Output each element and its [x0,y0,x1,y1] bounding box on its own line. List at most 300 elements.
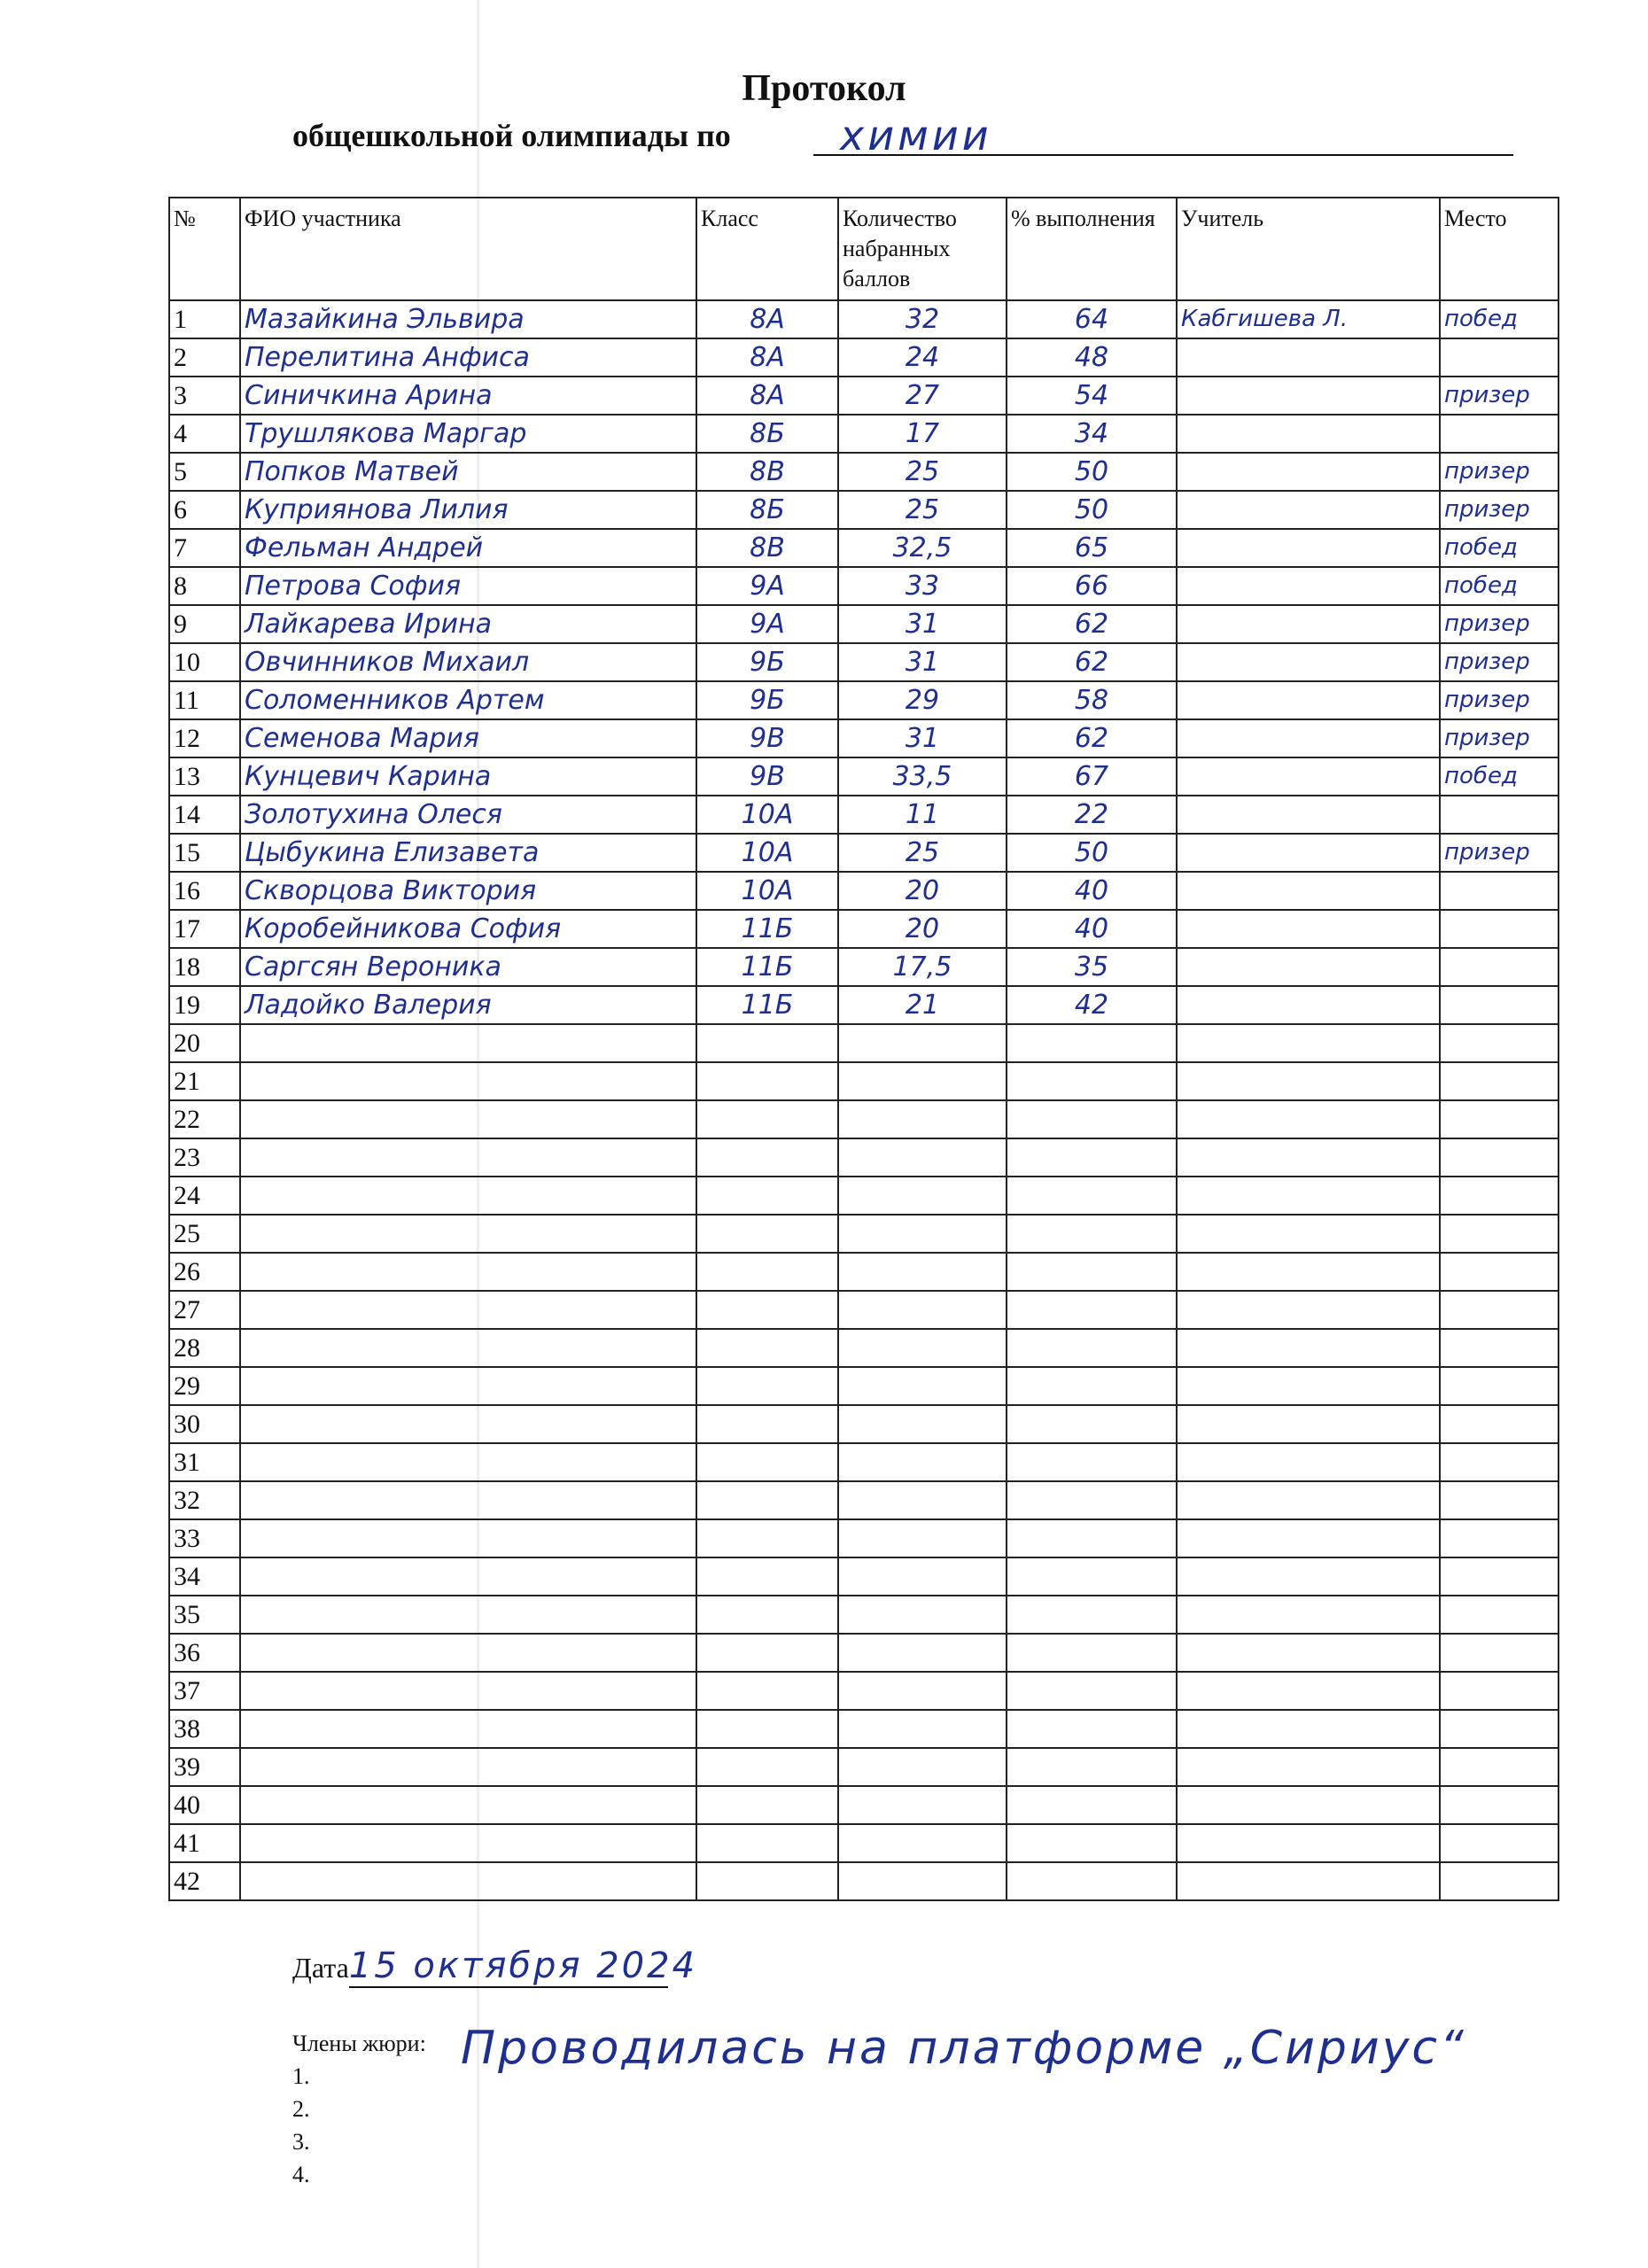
cell-name [240,1329,696,1367]
jury-label: Члены жюри: [292,2031,426,2056]
cell-place [1440,1215,1559,1253]
cell-name: Цыбукина Елизавета [240,834,696,872]
cell-number: 37 [169,1672,240,1710]
cell-name [240,1177,696,1215]
cell-percent [1007,1100,1177,1138]
cell-name [240,1100,696,1138]
cell-percent: 42 [1007,986,1177,1024]
table-row [169,1367,1559,1405]
cell-place [1440,1748,1559,1786]
cell-name [240,1786,696,1824]
cell-name [240,1634,696,1672]
cell-score: 25 [838,453,1007,491]
cell-class: 8А [696,338,838,377]
cell-place: побед [1440,567,1559,605]
cell-percent [1007,1672,1177,1710]
date-field [292,1946,698,1988]
cell-number: 13 [169,757,240,796]
cell-teacher [1177,453,1440,491]
cell-place [1440,1596,1559,1634]
cell-percent: 35 [1007,948,1177,986]
cell-class: 9А [696,605,838,643]
table-row [169,1862,1559,1900]
cell-name [240,1024,696,1062]
cell-place: призер [1440,719,1559,757]
cell-number: 6 [169,491,240,529]
cell-name: Семенова Мария [240,719,696,757]
cell-teacher [1177,1291,1440,1329]
cell-class [696,1291,838,1329]
cell-class [696,1062,838,1100]
cell-score [838,1253,1007,1291]
cell-place [1440,1291,1559,1329]
cell-class [696,1215,838,1253]
cell-class [696,1405,838,1443]
cell-number: 4 [169,415,240,453]
column-header-score: Количество набранных баллов [838,198,1007,300]
cell-class [696,1100,838,1138]
cell-place [1440,910,1559,948]
cell-name [240,1405,696,1443]
cell-score: 29 [838,681,1007,719]
cell-teacher [1177,757,1440,796]
cell-percent: 34 [1007,415,1177,453]
table-row [169,1824,1559,1862]
cell-teacher [1177,1824,1440,1862]
cell-name [240,1367,696,1405]
cell-percent [1007,1138,1177,1177]
table-row [169,834,1559,872]
cell-place: призер [1440,377,1559,415]
table-row [169,338,1559,377]
table-row [169,453,1559,491]
cell-number: 23 [169,1138,240,1177]
jury-number: 2. [292,2096,310,2122]
cell-class [696,1634,838,1672]
cell-teacher [1177,948,1440,986]
cell-class: 8Б [696,491,838,529]
table-row [169,986,1559,1024]
cell-percent [1007,1443,1177,1481]
cell-percent [1007,1024,1177,1062]
cell-teacher [1177,1557,1440,1596]
column-header-teacher: Учитель [1177,198,1440,300]
table-row [169,681,1559,719]
cell-place [1440,948,1559,986]
table-row [169,1138,1559,1177]
cell-teacher [1177,1062,1440,1100]
table-row [169,1481,1559,1519]
cell-name [240,1519,696,1557]
cell-name [240,1557,696,1596]
cell-score [838,1786,1007,1824]
cell-name: Овчинников Михаил [240,643,696,681]
cell-name: Трушлякова Маргар [240,415,696,453]
cell-percent [1007,1291,1177,1329]
cell-percent [1007,1862,1177,1900]
cell-percent: 50 [1007,834,1177,872]
cell-score [838,1748,1007,1786]
protocol-table [168,197,1559,1901]
cell-class [696,1672,838,1710]
cell-score [838,1329,1007,1367]
cell-place [1440,338,1559,377]
cell-place [1440,796,1559,834]
cell-percent [1007,1824,1177,1862]
cell-score [838,1824,1007,1862]
cell-teacher [1177,491,1440,529]
cell-class: 8Б [696,415,838,453]
cell-score: 17,5 [838,948,1007,986]
cell-percent [1007,1177,1177,1215]
cell-teacher [1177,1024,1440,1062]
cell-score [838,1596,1007,1634]
cell-place [1440,1786,1559,1824]
cell-percent [1007,1481,1177,1519]
cell-teacher [1177,567,1440,605]
date-value: 15 октября 2024 [348,1946,698,1986]
document-subtitle: общешкольной олимпиады по [292,118,731,153]
cell-number: 36 [169,1634,240,1672]
cell-place [1440,1405,1559,1443]
cell-number: 1 [169,300,240,338]
cell-name [240,1824,696,1862]
cell-teacher: Кабгишева Л. [1177,300,1440,338]
cell-score [838,1367,1007,1405]
cell-place [1440,1557,1559,1596]
cell-teacher [1177,796,1440,834]
column-header-number: № [169,198,240,300]
cell-score [838,1557,1007,1596]
table-header-row [169,198,1559,300]
cell-number: 31 [169,1443,240,1481]
cell-score: 21 [838,986,1007,1024]
jury-number: 4. [292,2162,310,2187]
cell-class [696,1748,838,1786]
cell-place [1440,1824,1559,1862]
table-row [169,719,1559,757]
cell-percent: 22 [1007,796,1177,834]
cell-class [696,1519,838,1557]
cell-score: 33,5 [838,757,1007,796]
cell-name [240,1062,696,1100]
cell-score [838,1862,1007,1900]
table-row [169,1634,1559,1672]
cell-number: 19 [169,986,240,1024]
cell-score: 31 [838,643,1007,681]
cell-percent: 62 [1007,719,1177,757]
cell-class [696,1367,838,1405]
cell-place [1440,872,1559,910]
cell-percent: 62 [1007,643,1177,681]
cell-percent: 58 [1007,681,1177,719]
cell-name: Попков Матвей [240,453,696,491]
table-row [169,872,1559,910]
cell-name [240,1443,696,1481]
cell-name: Мазайкина Эльвира [240,300,696,338]
cell-number: 29 [169,1367,240,1405]
cell-place: призер [1440,834,1559,872]
cell-place: побед [1440,300,1559,338]
cell-score: 20 [838,910,1007,948]
cell-number: 15 [169,834,240,872]
cell-name: Куприянова Лилия [240,491,696,529]
cell-place [1440,1481,1559,1519]
table-row [169,377,1559,415]
cell-class: 10А [696,872,838,910]
cell-number: 24 [169,1177,240,1215]
cell-number: 21 [169,1062,240,1100]
cell-class: 11Б [696,910,838,948]
cell-name [240,1291,696,1329]
cell-score: 33 [838,567,1007,605]
cell-percent [1007,1557,1177,1596]
cell-number: 17 [169,910,240,948]
cell-name: Лайкарева Ирина [240,605,696,643]
table-row [169,567,1559,605]
cell-class: 10А [696,834,838,872]
cell-teacher [1177,910,1440,948]
cell-number: 20 [169,1024,240,1062]
cell-place: побед [1440,529,1559,567]
date-label: Дата [292,1952,349,1984]
cell-number: 3 [169,377,240,415]
table-row [169,1672,1559,1710]
cell-teacher [1177,1634,1440,1672]
cell-name: Синичкина Арина [240,377,696,415]
table-row [169,1100,1559,1138]
cell-name [240,1710,696,1748]
cell-place: призер [1440,491,1559,529]
jury-number: 1. [292,2063,310,2089]
cell-name [240,1215,696,1253]
cell-number: 39 [169,1748,240,1786]
cell-teacher [1177,1862,1440,1900]
table-row [169,757,1559,796]
cell-name [240,1253,696,1291]
cell-score: 25 [838,491,1007,529]
cell-score: 24 [838,338,1007,377]
cell-teacher [1177,377,1440,415]
table-row [169,643,1559,681]
cell-score: 25 [838,834,1007,872]
cell-percent: 64 [1007,300,1177,338]
cell-percent: 66 [1007,567,1177,605]
cell-name [240,1862,696,1900]
cell-number: 35 [169,1596,240,1634]
cell-number: 12 [169,719,240,757]
table-row [169,1024,1559,1062]
cell-class [696,1596,838,1634]
cell-percent [1007,1634,1177,1672]
cell-score [838,1215,1007,1253]
cell-place [1440,1519,1559,1557]
cell-class [696,1786,838,1824]
cell-name [240,1672,696,1710]
cell-teacher [1177,1329,1440,1367]
cell-percent [1007,1519,1177,1557]
cell-class [696,1862,838,1900]
jury-number: 3. [292,2129,310,2155]
cell-number: 11 [169,681,240,719]
cell-percent [1007,1367,1177,1405]
cell-score [838,1481,1007,1519]
table-row [169,1329,1559,1367]
cell-name: Кунцевич Карина [240,757,696,796]
cell-score [838,1024,1007,1062]
cell-number: 26 [169,1253,240,1291]
column-header-place: Место [1440,198,1559,300]
cell-class [696,1138,838,1177]
cell-number: 34 [169,1557,240,1596]
column-header-name: ФИО участника [240,198,696,300]
cell-score: 31 [838,719,1007,757]
cell-number: 42 [169,1862,240,1900]
handwritten-note: Проводилась на платформе „Сириус“ [461,2022,1466,2075]
cell-name: Коробейникова София [240,910,696,948]
cell-class: 10А [696,796,838,834]
cell-class: 9В [696,719,838,757]
cell-score: 32 [838,300,1007,338]
cell-class: 9В [696,757,838,796]
table-row [169,1062,1559,1100]
cell-place [1440,415,1559,453]
cell-number: 2 [169,338,240,377]
cell-teacher [1177,1481,1440,1519]
cell-score [838,1405,1007,1443]
cell-teacher [1177,986,1440,1024]
cell-percent [1007,1253,1177,1291]
cell-percent [1007,1786,1177,1824]
cell-number: 25 [169,1215,240,1253]
cell-teacher [1177,1177,1440,1215]
cell-teacher [1177,1367,1440,1405]
subject-value: химии [840,112,992,159]
table-row [169,1786,1559,1824]
cell-class: 8В [696,529,838,567]
cell-score: 17 [838,415,1007,453]
cell-number: 10 [169,643,240,681]
cell-percent [1007,1710,1177,1748]
cell-name: Фельман Андрей [240,529,696,567]
cell-percent: 48 [1007,338,1177,377]
cell-score [838,1138,1007,1177]
table-row [169,491,1559,529]
cell-number: 33 [169,1519,240,1557]
jury-section [292,2027,426,2191]
cell-score: 32,5 [838,529,1007,567]
cell-teacher [1177,1138,1440,1177]
cell-place: призер [1440,643,1559,681]
cell-number: 8 [169,567,240,605]
cell-number: 30 [169,1405,240,1443]
table-row [169,1519,1559,1557]
table-row [169,300,1559,338]
cell-place [1440,1367,1559,1405]
cell-score [838,1519,1007,1557]
cell-place [1440,1710,1559,1748]
cell-place [1440,1024,1559,1062]
cell-score [838,1443,1007,1481]
cell-class: 8В [696,453,838,491]
cell-teacher [1177,605,1440,643]
cell-number: 41 [169,1824,240,1862]
cell-teacher [1177,643,1440,681]
cell-percent: 50 [1007,491,1177,529]
table-row [169,529,1559,567]
cell-number: 5 [169,453,240,491]
cell-place: призер [1440,681,1559,719]
cell-score: 11 [838,796,1007,834]
cell-class: 9А [696,567,838,605]
cell-name: Перелитина Анфиса [240,338,696,377]
cell-place [1440,1862,1559,1900]
cell-place [1440,1672,1559,1710]
table-row [169,1748,1559,1786]
cell-percent: 62 [1007,605,1177,643]
cell-teacher [1177,1710,1440,1748]
cell-number: 27 [169,1291,240,1329]
cell-percent: 54 [1007,377,1177,415]
cell-score [838,1291,1007,1329]
cell-percent: 40 [1007,910,1177,948]
cell-place [1440,1634,1559,1672]
cell-percent [1007,1329,1177,1367]
cell-name: Ладойко Валерия [240,986,696,1024]
cell-percent [1007,1405,1177,1443]
column-header-percent: % выполнения [1007,198,1177,300]
table-row [169,1291,1559,1329]
cell-class: 9Б [696,681,838,719]
table-row [169,605,1559,643]
cell-number: 28 [169,1329,240,1367]
cell-name [240,1596,696,1634]
cell-teacher [1177,1405,1440,1443]
table-row [169,910,1559,948]
cell-score [838,1634,1007,1672]
cell-class [696,1329,838,1367]
table-row [169,1253,1559,1291]
cell-teacher [1177,1253,1440,1291]
subject-field [813,112,1513,159]
table-row [169,1405,1559,1443]
cell-class [696,1710,838,1748]
cell-name: Саргсян Вероника [240,948,696,986]
cell-number: 7 [169,529,240,567]
cell-teacher [1177,1215,1440,1253]
cell-name: Петрова София [240,567,696,605]
cell-place [1440,986,1559,1024]
cell-class: 8А [696,377,838,415]
cell-place: призер [1440,605,1559,643]
cell-score [838,1710,1007,1748]
cell-name [240,1138,696,1177]
cell-percent [1007,1748,1177,1786]
column-header-class: Класс [696,198,838,300]
cell-place [1440,1253,1559,1291]
cell-class [696,1253,838,1291]
cell-teacher [1177,1672,1440,1710]
cell-place [1440,1100,1559,1138]
cell-teacher [1177,529,1440,567]
cell-score [838,1100,1007,1138]
cell-class: 9Б [696,643,838,681]
cell-score: 20 [838,872,1007,910]
cell-score: 31 [838,605,1007,643]
cell-teacher [1177,681,1440,719]
cell-number: 22 [169,1100,240,1138]
cell-teacher [1177,415,1440,453]
